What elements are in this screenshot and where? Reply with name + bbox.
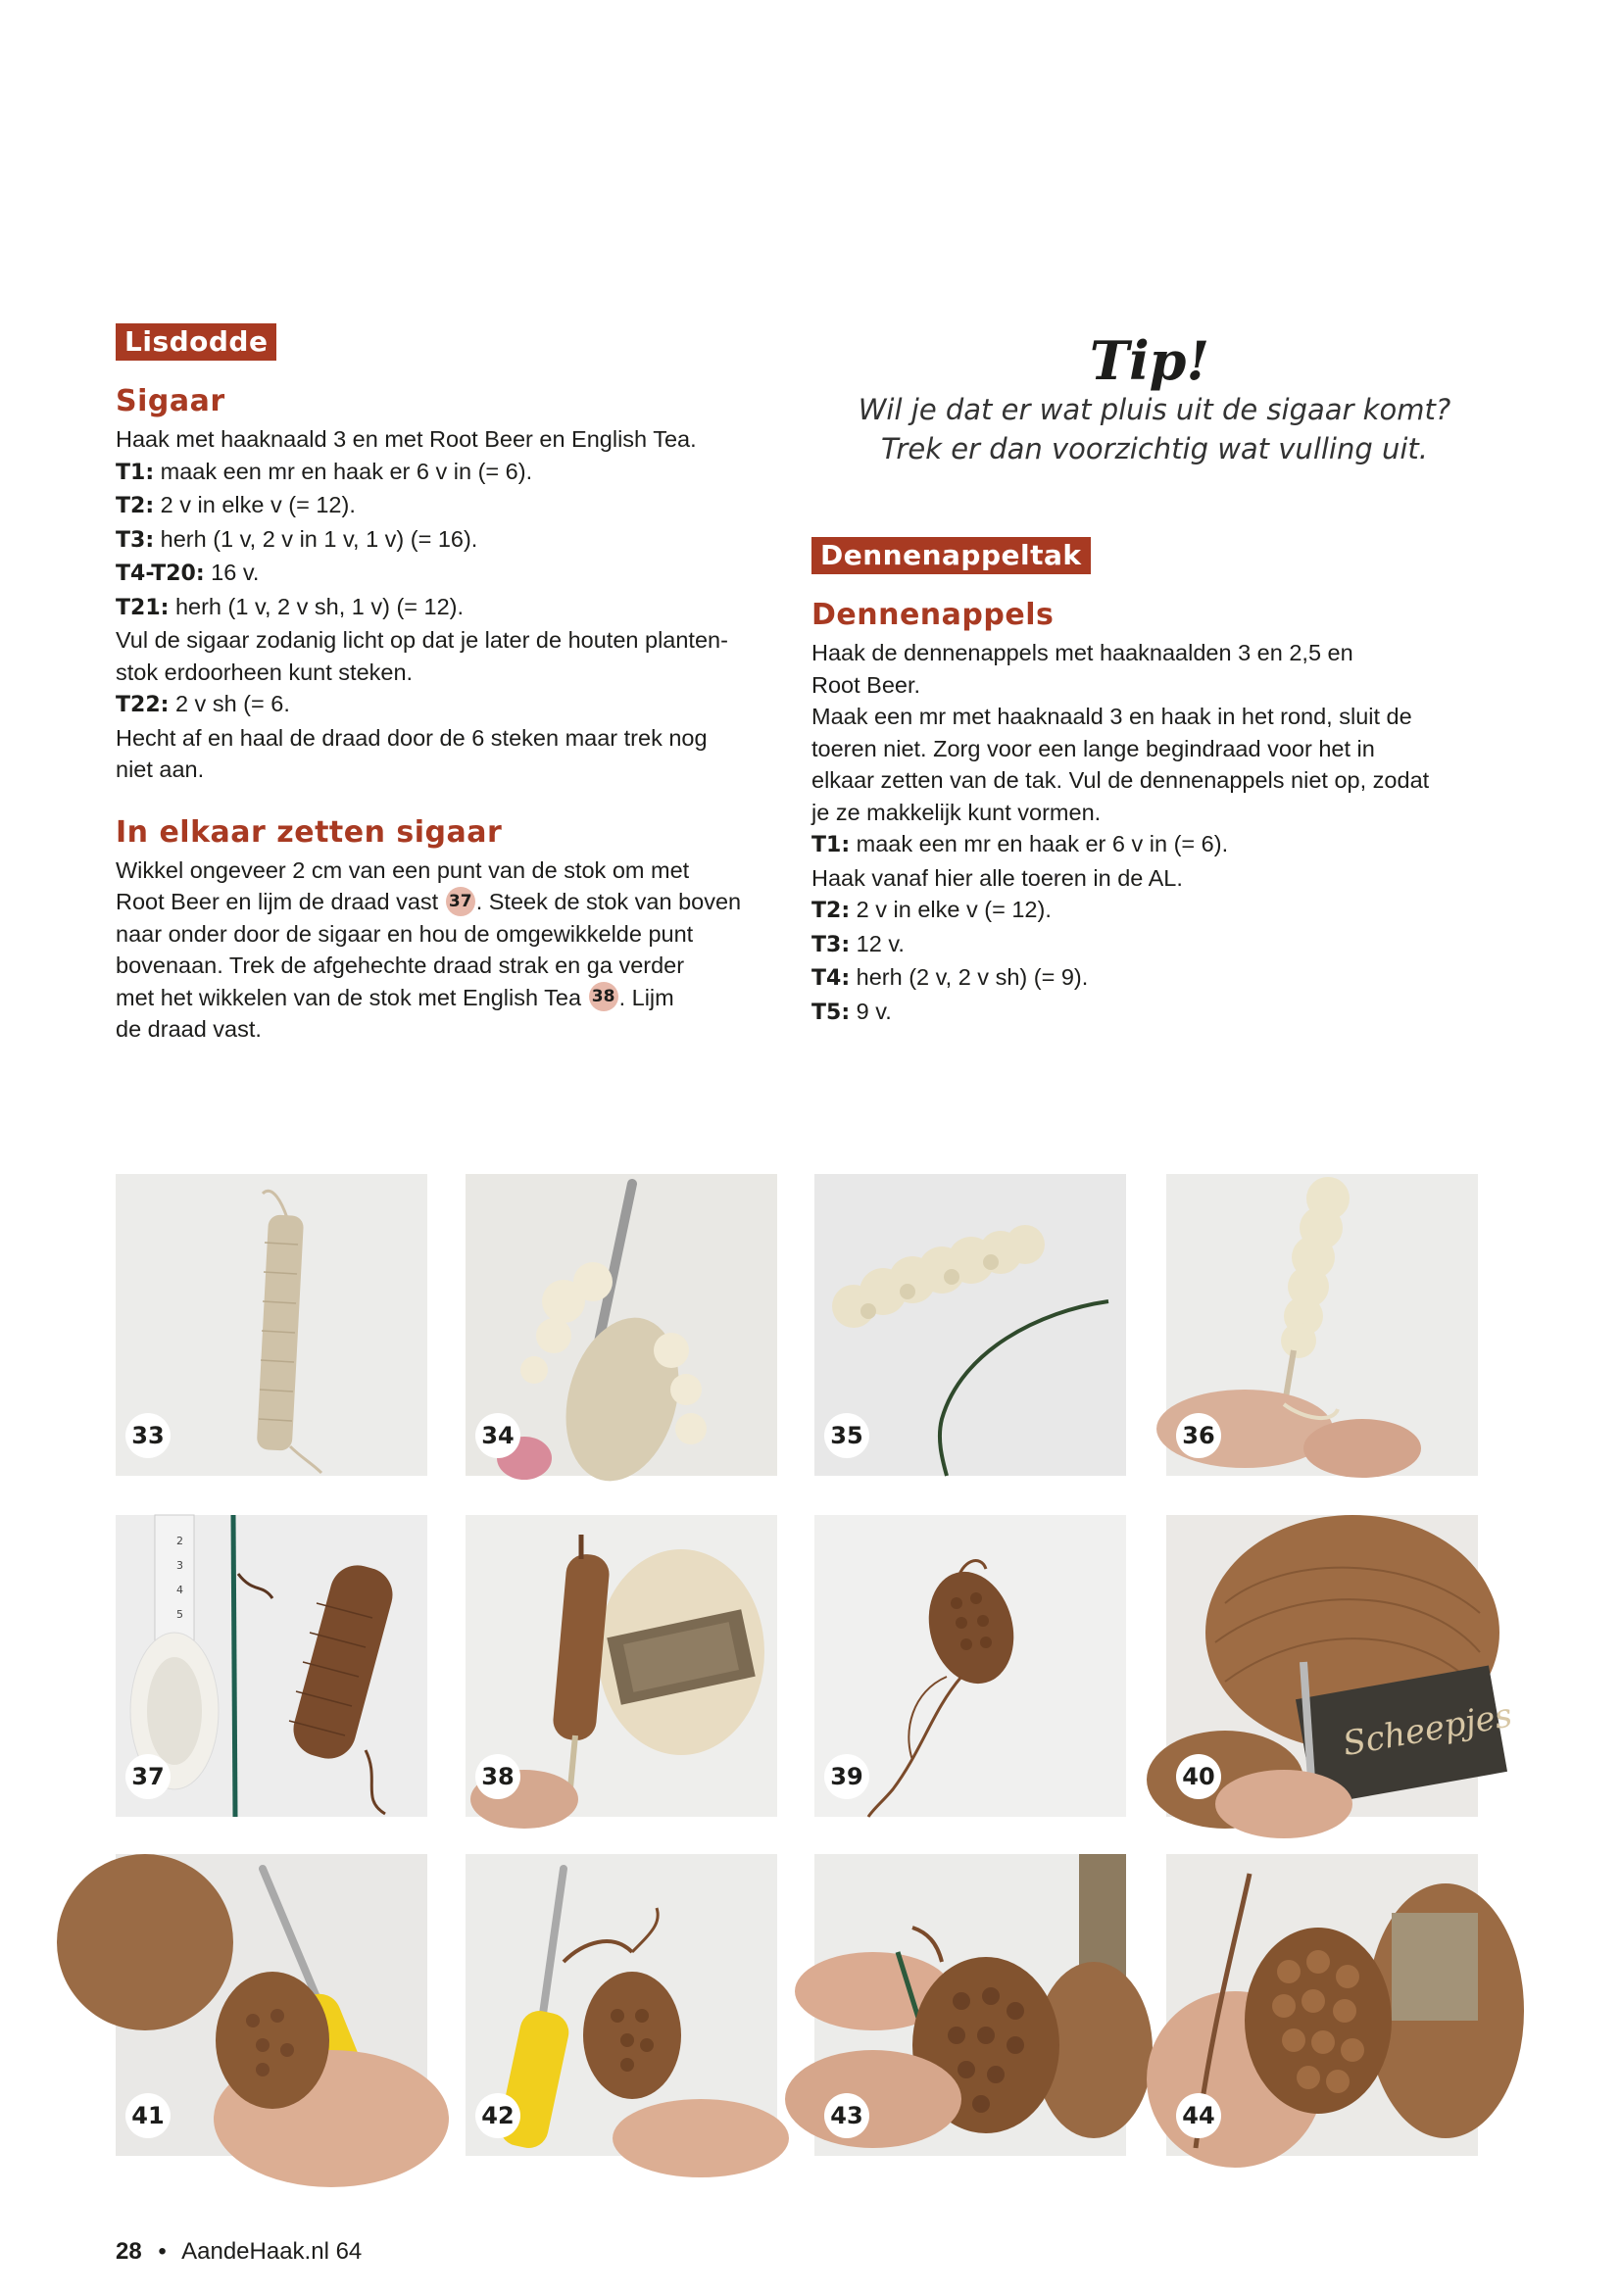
svg-text:Scheepjes: Scheepjes: [1340, 1695, 1515, 1765]
photo-40: [1166, 1515, 1515, 1817]
pattern-row-t3: T3: 12 v.: [811, 930, 905, 957]
finish-instruction-line-2: niet aan.: [116, 757, 205, 782]
pattern-row-t3: T3: herh (1 v, 2 v in 1 v, 1 v) (= 16).: [116, 525, 478, 553]
svg-text:3: 3: [176, 1559, 183, 1572]
photo-number: 44: [1176, 2093, 1221, 2138]
pattern-row-t4-t20: T4-T20: 16 v.: [116, 560, 260, 586]
photo-reference-37: 37: [446, 887, 475, 916]
dennenappels-line-3: Maak een mr met haaknaald 3 en haak in het rond, sluit de: [811, 704, 1412, 729]
pattern-row-t2: T2: 2 v in elke v (= 12).: [811, 897, 1052, 923]
pattern-row-t5: T5: 9 v.: [811, 998, 892, 1025]
photo-37: [116, 1515, 427, 1817]
photo-44: [1166, 1854, 1478, 2156]
assembly-line-3: naar onder door de sigaar en hou de omgewikkelde punt: [116, 920, 694, 947]
page-number: 28: [116, 2238, 142, 2265]
photo-33: [116, 1174, 427, 1476]
photo-34: [466, 1174, 777, 1476]
dennenappels-line-6: je ze makkelijk kunt vormen.: [811, 799, 1102, 825]
assembly-line-6: de draad vast.: [116, 1016, 262, 1042]
round-instruction: Haak vanaf hier alle toeren in de AL.: [811, 864, 1183, 891]
photo-number: 34: [475, 1413, 520, 1458]
pattern-row-t2: T2: 2 v in elke v (= 12).: [116, 492, 356, 518]
svg-text:5: 5: [176, 1608, 183, 1621]
sigaar-intro: Haak met haaknaald 3 en met Root Beer en English Tea.: [116, 426, 697, 452]
photo-number: 33: [125, 1413, 171, 1458]
assembly-line-1: Wikkel ongeveer 2 cm van een punt van de stok om met: [116, 856, 690, 883]
subheading-dennenappels: Dennenappels: [811, 598, 1055, 632]
right-column: [811, 323, 1498, 1029]
photo-number: 43: [824, 2093, 869, 2138]
photo-35: [814, 1174, 1126, 1476]
photo-36: [1166, 1174, 1478, 1476]
photo-grid: [116, 1174, 1515, 2156]
subheading-assembly: In elkaar zetten sigaar: [116, 814, 503, 850]
pattern-row-t21: T21: herh (1 v, 2 v sh, 1 v) (= 12).: [116, 593, 465, 620]
photo-42: [466, 1854, 777, 2156]
photo-number: 41: [125, 2093, 171, 2138]
tip-box: [811, 331, 1498, 468]
photo-number: 35: [824, 1413, 869, 1458]
photo-reference-38: 38: [589, 982, 618, 1011]
photo-number: 42: [475, 2093, 520, 2138]
subheading-sigaar: Sigaar: [116, 384, 225, 418]
photo-39: [814, 1515, 1126, 1817]
tip-title: Tip!: [1089, 329, 1210, 392]
photo-41: [116, 1854, 427, 2156]
pattern-row-t1: T1: maak een mr en haak er 6 v in (= 6).: [811, 831, 1229, 857]
fill-instruction-line-1: Vul de sigaar zodanig licht op dat je later de houten planten-: [116, 627, 728, 653]
publication-name: AandeHaak.nl 64: [181, 2238, 363, 2265]
assembly-line-5: met het wikkelen van de stok met English Tea 38 . Lijm: [116, 982, 792, 1014]
pattern-row-t22: T22: 2 v sh (= 6.: [116, 691, 290, 717]
svg-text:4: 4: [176, 1584, 183, 1596]
section-tag-dennenappeltak: Dennenappeltak: [811, 537, 1091, 574]
assembly-line-4: bovenaan. Trek de afgehechte draad strak en ga verder: [116, 953, 685, 978]
footer-bullet: •: [158, 2238, 167, 2265]
photo-number: 38: [475, 1754, 520, 1799]
photo-43: [814, 1854, 1126, 2156]
page-footer: [116, 2238, 362, 2266]
tip-line-2: Trek er dan voorzichtig wat vulling uit.: [880, 432, 1429, 465]
section-tag-lisdodde: Lisdodde: [116, 323, 276, 361]
dennenappels-line-1: Haak de dennenappels met haaknaalden 3 en 2,5 en: [811, 640, 1353, 665]
left-column: [116, 323, 792, 1046]
dennenappels-line-5: elkaar zetten van de tak. Vul de dennenappels niet op, zodat: [811, 767, 1430, 793]
fill-instruction-line-2: stok erdoorheen kunt steken.: [116, 659, 414, 685]
finish-instruction-line-1: Hecht af en haal de draad door de 6 steken maar trek nog: [116, 724, 708, 751]
photo-number: 40: [1176, 1754, 1221, 1799]
photo-38: [466, 1515, 777, 1817]
pattern-row-t1: T1: maak een mr en haak er 6 v in (= 6).: [116, 458, 533, 485]
assembly-line-2: Root Beer en lijm de draad vast 37 . Steek de stok van boven: [116, 886, 792, 918]
dennenappels-line-2: Root Beer.: [811, 671, 921, 698]
photo-number: 39: [824, 1754, 869, 1799]
photo-number: 37: [125, 1754, 171, 1799]
svg-text:2: 2: [176, 1535, 183, 1547]
pattern-row-t4: T4: herh (2 v, 2 v sh) (= 9).: [811, 964, 1089, 991]
photo-number: 36: [1176, 1413, 1221, 1458]
dennenappels-line-4: toeren niet. Zorg voor een lange begindraad voor het in: [811, 735, 1375, 761]
tip-line-1: Wil je dat er wat pluis uit de sigaar komt?: [858, 393, 1451, 426]
